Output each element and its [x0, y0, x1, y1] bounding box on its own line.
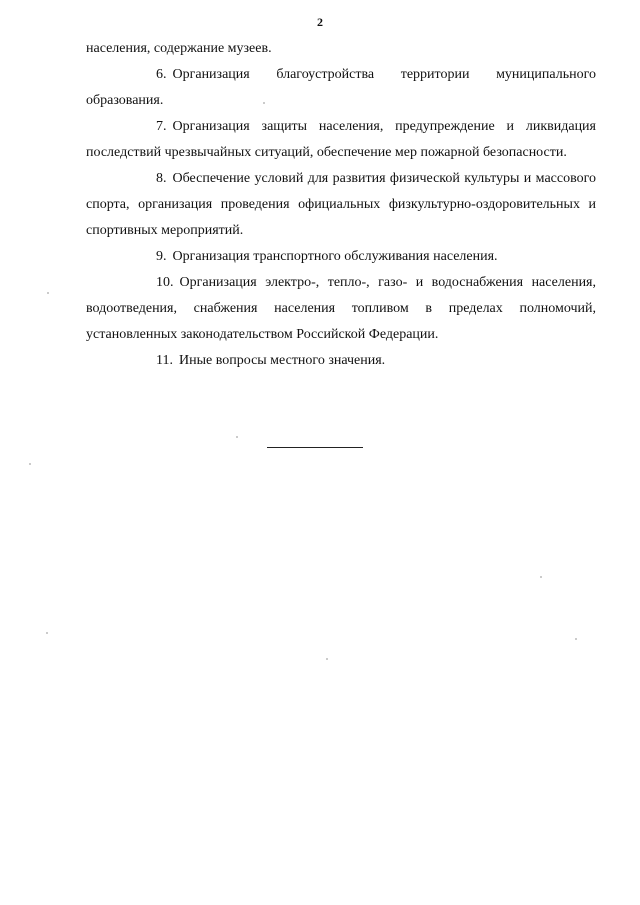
list-item — [86, 114, 596, 166]
scan-speck — [46, 632, 48, 634]
scan-speck — [47, 292, 49, 294]
list-item-number: 9. — [156, 249, 167, 264]
scan-speck — [236, 436, 238, 438]
list-item-number: 11. — [156, 353, 173, 368]
list-item — [86, 62, 596, 114]
scan-speck — [540, 576, 542, 578]
continued-paragraph: населения, содержание музеев. — [86, 41, 272, 56]
list-item-number: 10. — [156, 275, 174, 290]
list-item-number: 6. — [156, 67, 167, 82]
list-item — [86, 270, 596, 348]
list-item-text: Организация транспортного обслуживания населения. — [172, 249, 498, 264]
list-item — [86, 166, 596, 244]
scan-speck — [263, 102, 265, 104]
list-item-text: Организация благоустройства территории муниципального образования. — [86, 67, 596, 108]
list-item — [86, 244, 596, 270]
list-item-text: Организация защиты населения, предупреждение и ликвидация последствий чрезвычайных ситуаций, обеспечение мер пожарной безопасности. — [86, 119, 596, 160]
document-body — [86, 36, 596, 374]
list-item-text: Обеспечение условий для развития физической культуры и массового спорта, организация проведения официальных физкультурно-оздоровительных и спортивных мероприятий. — [86, 171, 596, 238]
scan-speck — [575, 638, 577, 640]
page-number: 2 — [317, 15, 323, 29]
list-item — [86, 348, 596, 374]
scan-speck — [29, 463, 31, 465]
list-item-text: Иные вопросы местного значения. — [178, 353, 386, 368]
end-of-document-rule — [267, 447, 363, 448]
scan-speck — [326, 658, 328, 660]
list-item-number: 8. — [156, 171, 167, 186]
list-item-text: Организация электро-, тепло-, газо- и водоснабжения населения, водоотведения, снабжения населения топливом в пределах полномочий, установленных законодательством Российской Федерации. — [86, 275, 596, 342]
list-item-number: 7. — [156, 119, 167, 134]
